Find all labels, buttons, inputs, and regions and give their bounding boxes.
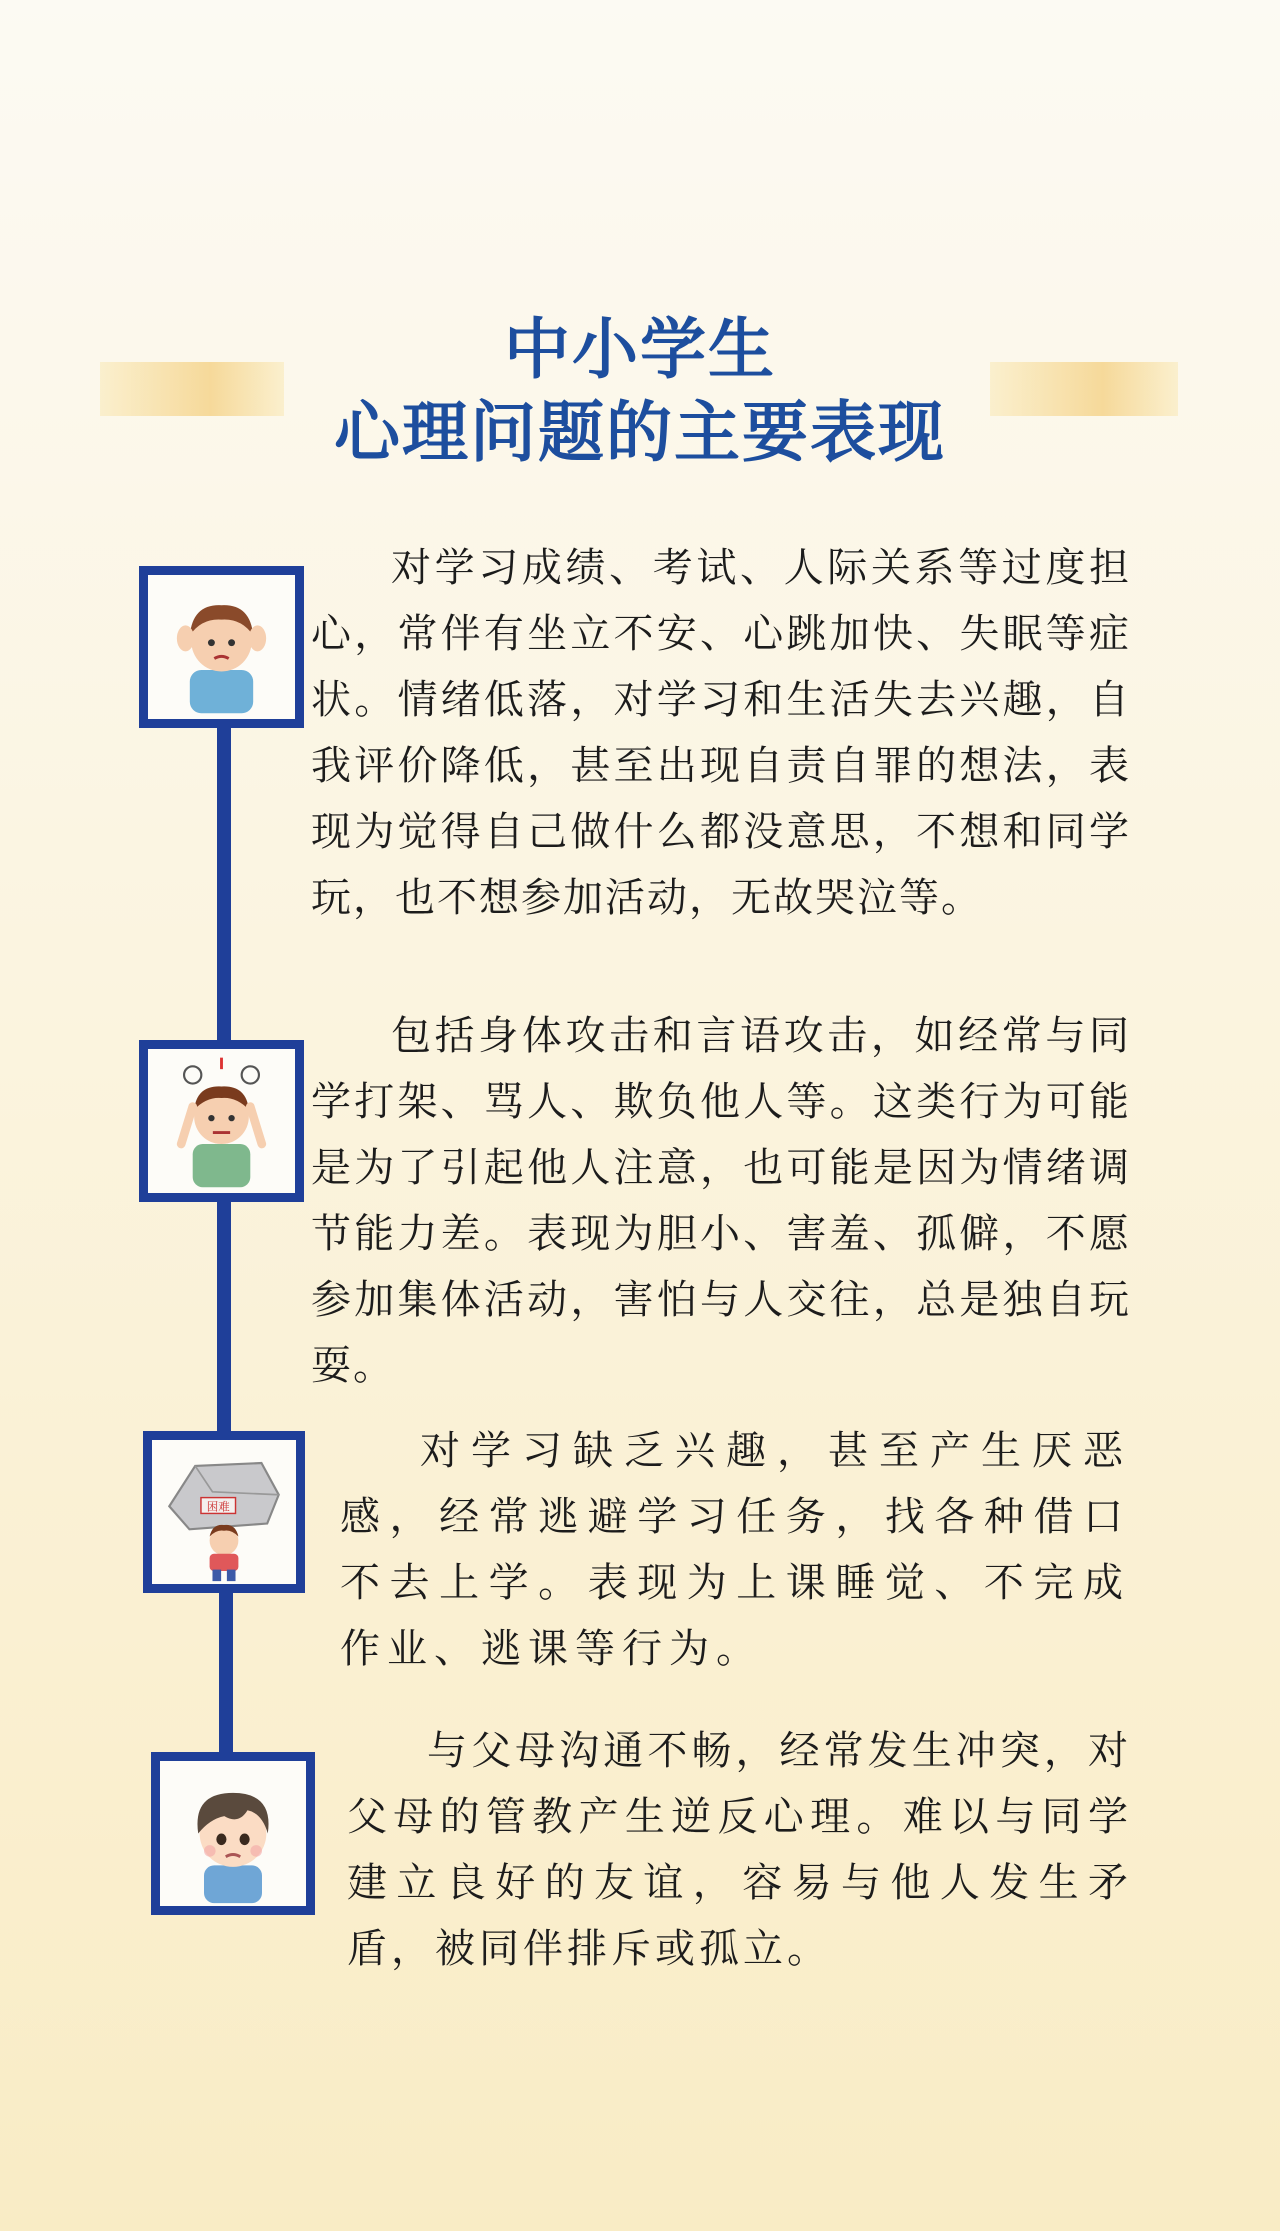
timeline-icon-box-1 bbox=[139, 566, 304, 728]
angry-child-icon bbox=[148, 1049, 295, 1193]
item-2-text: 包括身体攻击和言语攻击，如经常与同学打架、骂人、欺负他人等。这类行为可能是为了引起他人注意，也可能是因为情绪调节能力差。表现为胆小、害羞、孤僻，不愿参加集体活动，害怕与人交往，总是独自玩耍。 bbox=[311, 1013, 1131, 1389]
item-1-text: 对学习成绩、考试、人际关系等过度担心，常伴有坐立不安、心跳加快、失眠等症状。情绪低落，对学习和生活失去兴趣，自我评价降低，甚至出现自责自罪的想法，表现为觉得自己做什么都没意思，不想和同学玩，也不想参加活动，无故哭泣等。 bbox=[311, 545, 1131, 921]
timeline-icon-box-4 bbox=[151, 1752, 315, 1915]
timeline-icon-box-2 bbox=[139, 1040, 304, 1202]
timeline-connector bbox=[217, 1196, 231, 1433]
burdened-child-icon bbox=[152, 1440, 296, 1584]
item-4-text: 与父母沟通不畅，经常发生冲突，对父母的管教产生逆反心理。难以与同学建立良好的友谊，容易与他人发生矛盾，被同伴排斥或孤立。 bbox=[347, 1728, 1132, 1972]
rock-label: 困难 bbox=[206, 1499, 230, 1514]
page-title-line1: 中小学生 bbox=[504, 311, 776, 388]
page-title-line2: 心理问题的主要表现 bbox=[334, 394, 946, 471]
timeline-connector bbox=[219, 1587, 233, 1757]
worried-child-icon bbox=[148, 575, 295, 719]
item-3-text: 对学习缺乏兴趣，甚至产生厌恶感，经常逃避学习任务，找各种借口不去上学。表现为上课睡觉、不完成作业、逃课等行为。 bbox=[340, 1428, 1130, 1672]
timeline-icon-box-3 bbox=[143, 1431, 305, 1593]
sad-child-icon bbox=[160, 1761, 306, 1906]
timeline-connector bbox=[217, 720, 231, 1046]
